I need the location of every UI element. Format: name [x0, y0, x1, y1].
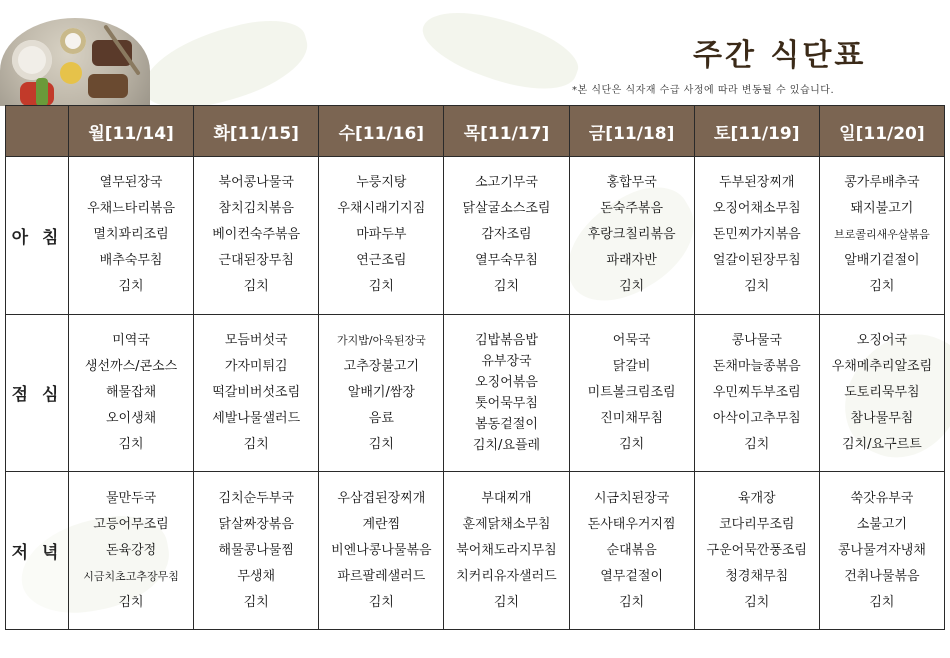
menu-item: 김치 [493, 279, 520, 295]
day-header: 화[11/15] [194, 106, 319, 157]
meal-label: 점 심 [6, 314, 69, 472]
menu-item: 닭갈비 [612, 358, 651, 374]
menu-item: 오이생채 [105, 410, 157, 426]
menu-item: 파래자반 [606, 253, 657, 269]
day-header-row [6, 106, 945, 157]
menu-item: 소고기무국 [475, 175, 538, 191]
menu-item: 톳어묵무침 [475, 395, 538, 411]
day-header: 금[11/18] [569, 106, 694, 157]
menu-item: 훈제닭채소무침 [462, 516, 551, 532]
menu-item: 근대된장무침 [218, 253, 294, 269]
menu-cell [319, 157, 444, 315]
menu-item: 오징어채소무침 [712, 201, 801, 217]
menu-cell [694, 314, 819, 472]
menu-item: 돈채마늘종볶음 [712, 358, 801, 374]
menu-item: 유부장국 [481, 353, 532, 369]
menu-item: 생선까스/콘소스 [84, 358, 178, 374]
menu-item: 알배기/쌈장 [347, 384, 415, 400]
menu-item: 미역국 [112, 332, 150, 348]
food-dishes-photo [0, 18, 150, 106]
menu-item: 구운어묵깐풍조림 [706, 542, 807, 558]
menu-item: 떡갈비버섯조림 [212, 384, 301, 400]
menu-item: 도토리묵무침 [844, 384, 920, 400]
menu-item: 김치 [368, 279, 394, 295]
menu-cell [569, 157, 694, 315]
menu-item: 알배기겉절이 [844, 253, 920, 269]
menu-item: 얼갈이된장무침 [712, 253, 801, 269]
menu-cell [444, 157, 569, 315]
meal-label: 아 침 [6, 157, 69, 315]
menu-item: 김치 [118, 594, 144, 610]
menu-item: 우채느타리볶음 [87, 201, 176, 217]
menu-item: 치커리유자샐러드 [456, 568, 557, 584]
menu-item: 김치 [619, 279, 645, 295]
menu-item: 순대볶음 [606, 542, 657, 558]
menu-item: 코다리무조림 [719, 516, 795, 532]
menu-item: 건취나물볶음 [844, 568, 920, 584]
menu-item: 돼지불고기 [850, 201, 914, 217]
menu-item: 콩나물겨자냉채 [837, 542, 926, 558]
day-header: 목[11/17] [444, 106, 569, 157]
menu-item: 음료 [368, 410, 394, 426]
menu-cell [194, 314, 319, 472]
menu-cell [569, 314, 694, 472]
corner-cell [6, 106, 69, 157]
meal-row [6, 472, 945, 630]
menu-cell [694, 472, 819, 630]
menu-cell [69, 472, 194, 630]
menu-item: 김치순두부국 [218, 490, 294, 506]
menu-item: 마파두부 [356, 227, 407, 243]
menu-item: 고등어무조림 [93, 516, 169, 532]
menu-item: 우채시래기지짐 [337, 201, 426, 217]
menu-item: 계란찜 [362, 516, 401, 532]
menu-cell [819, 157, 944, 315]
menu-item: 쑥갓유부국 [850, 490, 914, 506]
menu-cell [694, 157, 819, 315]
menu-item: 김치/요플레 [472, 437, 541, 453]
menu-item: 세발나물샐러드 [212, 410, 301, 426]
menu-item: 돈육강정 [105, 542, 157, 558]
menu-item: 가지밥/아욱된장국 [336, 333, 426, 347]
menu-item: 육개장 [737, 490, 776, 506]
menu-item: 김치 [744, 436, 770, 452]
menu-item: 참치김치볶음 [218, 201, 294, 217]
menu-item: 배추숙무침 [99, 253, 163, 269]
menu-item: 해물콩나물찜 [218, 542, 294, 558]
menu-cell [194, 157, 319, 315]
menu-item: 돈숙주볶음 [600, 201, 664, 217]
menu-item: 김치 [493, 594, 520, 610]
menu-item: 시금치초고추장무침 [83, 569, 179, 583]
menu-cell [444, 472, 569, 630]
menu-cell [569, 472, 694, 630]
menu-item: 참나물무침 [850, 410, 914, 426]
menu-item: 파르팔레샐러드 [337, 568, 426, 584]
menu-item: 미트볼크림조림 [587, 384, 676, 400]
menu-item: 소불고기 [856, 516, 908, 532]
menu-item: 콩나물국 [731, 332, 782, 348]
menu-item: 누룽지탕 [356, 175, 407, 191]
menu-item: 김치 [243, 279, 269, 295]
menu-item: 열무숙무침 [475, 253, 538, 269]
menu-item: 돈민찌가지볶음 [712, 227, 801, 243]
menu-item: 김치 [744, 594, 770, 610]
day-header: 일[11/20] [819, 106, 944, 157]
day-header: 수[11/16] [319, 106, 444, 157]
menu-item: 후랑크칠리볶음 [587, 227, 676, 243]
menu-item: 고추장불고기 [343, 358, 420, 374]
menu-item: 김치 [368, 594, 394, 610]
menu-item: 우채메추리알조림 [831, 358, 933, 374]
menu-item: 해물잡채 [105, 384, 157, 400]
menu-item: 김치/요구르트 [842, 436, 922, 452]
menu-cell [194, 472, 319, 630]
menu-item: 김치 [118, 436, 144, 452]
menu-cell [69, 314, 194, 472]
menu-item: 우삼겹된장찌개 [337, 490, 426, 506]
menu-item: 모듬버섯국 [224, 332, 288, 348]
menu-cell [319, 472, 444, 630]
menu-item: 두부된장찌개 [719, 175, 795, 191]
menu-item: 홍합무국 [606, 175, 657, 191]
menu-item: 감자조림 [481, 227, 532, 243]
menu-item: 북어콩나물국 [218, 175, 294, 191]
menu-item: 김치 [619, 594, 645, 610]
menu-item: 브로콜리새우살볶음 [834, 228, 930, 242]
menu-item: 열무된장국 [99, 175, 163, 191]
menu-item: 닭살굴소스조림 [462, 201, 551, 217]
menu-cell [319, 314, 444, 472]
menu-item: 멸치꽈리조림 [93, 227, 169, 243]
menu-item: 진미채무침 [600, 410, 664, 426]
meal-row [6, 157, 945, 315]
meal-label: 저 녁 [6, 472, 69, 630]
weekly-menu-table [5, 105, 945, 630]
menu-cell [444, 314, 569, 472]
meal-row [6, 314, 945, 472]
menu-item: 김치 [368, 436, 394, 452]
menu-item: 김치 [243, 594, 269, 610]
menu-item: 김치 [744, 279, 770, 295]
menu-item: 무생채 [237, 568, 276, 584]
menu-item: 김치 [619, 436, 645, 452]
menu-item: 김치 [869, 594, 895, 610]
menu-item: 아삭이고추무침 [712, 410, 801, 426]
menu-item: 시금치된장국 [593, 490, 670, 506]
menu-item: 물만두국 [105, 490, 157, 506]
menu-item: 콩가루배추국 [844, 175, 920, 191]
menu-item: 김치 [118, 279, 144, 295]
menu-item: 베이컨숙주볶음 [212, 227, 301, 243]
menu-item: 돈사태우거지찜 [587, 516, 676, 532]
menu-item: 닭살짜장볶음 [218, 516, 294, 532]
menu-cell [819, 314, 944, 472]
menu-item: 가자미튀김 [224, 358, 288, 374]
page-title: 주간 식단표 [693, 38, 867, 73]
menu-change-notice: *본 식단은 식자재 수급 사정에 따라 변동될 수 있습니다. [572, 85, 835, 96]
day-header: 월[11/14] [69, 106, 194, 157]
menu-item: 비엔나콩나물볶음 [331, 542, 432, 558]
menu-item: 어묵국 [612, 332, 651, 348]
menu-cell [69, 157, 194, 315]
menu-item: 부대찌개 [481, 490, 532, 506]
menu-item: 연근조림 [356, 253, 407, 269]
day-header: 토[11/19] [694, 106, 819, 157]
menu-item: 북어채도라지무침 [456, 542, 557, 558]
menu-item: 오징어볶음 [475, 374, 538, 390]
menu-item: 오징어국 [856, 332, 908, 348]
background-leaf [415, 0, 586, 106]
menu-item: 김치 [243, 436, 269, 452]
menu-item: 김밥볶음밥 [475, 332, 538, 348]
menu-item: 봄동겉절이 [475, 416, 538, 432]
menu-item: 열무겉절이 [600, 568, 664, 584]
menu-item: 우민찌두부조림 [712, 384, 801, 400]
menu-cell [819, 472, 944, 630]
menu-item: 김치 [869, 279, 895, 295]
menu-item: 청경채무침 [725, 568, 789, 584]
